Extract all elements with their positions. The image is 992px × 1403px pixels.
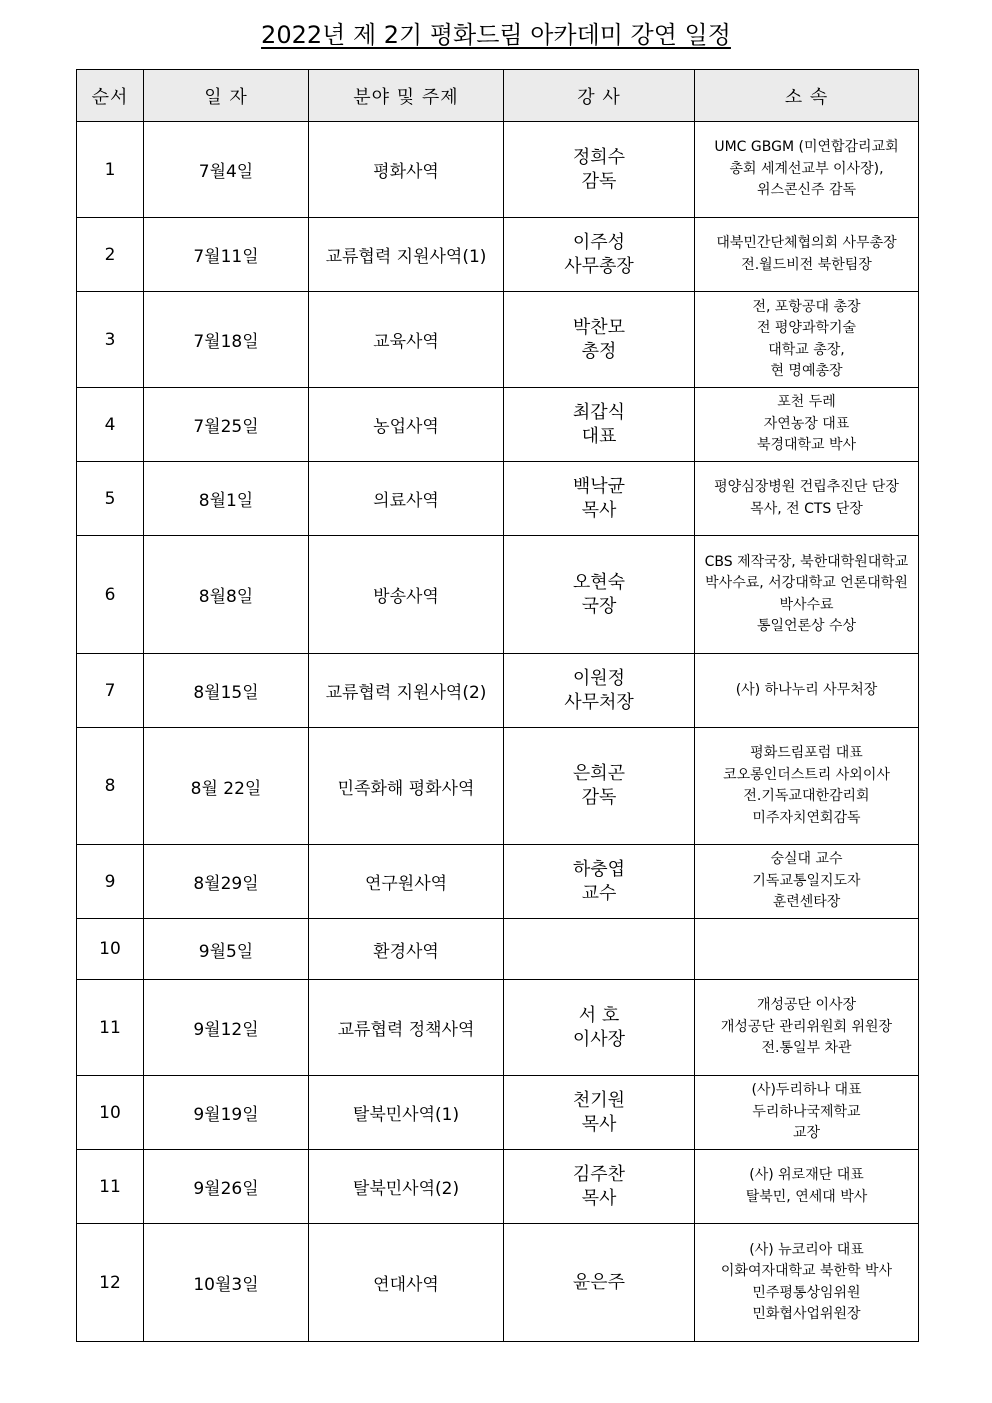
affiliation-line: 포천 두레 <box>777 394 836 411</box>
affiliation-line: 총회 세계선교부 이사장), <box>729 160 884 177</box>
speaker-name: 이원정 <box>572 667 626 689</box>
lecture-date: 9월12일 <box>144 980 309 1076</box>
affiliation-cell <box>695 1076 919 1150</box>
speaker-name: 은희곤 <box>572 763 626 784</box>
lecture-date: 8월8일 <box>144 536 309 654</box>
lecture-topic: 교류협력 정책사역 <box>309 980 504 1076</box>
lecture-date: 7월4일 <box>144 122 309 218</box>
speaker-title: 교수 <box>581 882 617 904</box>
speaker-cell <box>504 980 695 1076</box>
header-speaker: 강 사 <box>504 70 695 122</box>
affiliation-line: 기독교통일지도자 <box>752 872 861 889</box>
speaker-name: 하충엽 <box>572 858 626 880</box>
lecture-date: 7월25일 <box>144 388 309 462</box>
speaker-name: 이주성 <box>572 231 626 253</box>
affiliation-line: 전.통일부 차관 <box>761 1040 852 1057</box>
speaker-title: 사무총장 <box>564 255 634 277</box>
speaker-cell <box>504 919 695 980</box>
speaker-name: 백낙균 <box>572 475 626 497</box>
affiliation-line: 대북민간단체협의회 사무총장 <box>716 235 897 251</box>
row-number: 12 <box>77 1224 144 1342</box>
lecture-date: 7월11일 <box>144 218 309 292</box>
lecture-date: 8월15일 <box>144 654 309 728</box>
affiliation-line: (사) 뉴코리아 대표 <box>749 1241 864 1258</box>
row-number: 6 <box>77 536 144 654</box>
lecture-topic: 연대사역 <box>309 1224 504 1342</box>
speaker-name: 최갑식 <box>572 401 626 423</box>
speaker-cell <box>504 1150 695 1224</box>
affiliation-line: 위스콘신주 감독 <box>756 182 857 199</box>
affiliation-line: 개성공단 관리위원회 위원장 <box>720 1018 893 1035</box>
header-affiliation: 소 속 <box>695 70 919 122</box>
document-title <box>0 18 992 52</box>
lecture-topic: 탈북민사역(1) <box>309 1076 504 1150</box>
speaker-title: 총정 <box>581 340 617 362</box>
lecture-topic: 의료사역 <box>309 462 504 536</box>
lecture-date: 9월19일 <box>144 1076 309 1150</box>
lecture-date: 8월1일 <box>144 462 309 536</box>
lecture-topic: 교류협력 지원사역(2) <box>309 654 504 728</box>
lecture-date: 9월5일 <box>144 919 309 980</box>
row-number: 11 <box>77 980 144 1076</box>
affiliation-line: 현 명예총장 <box>770 363 843 379</box>
speaker-title: 감독 <box>581 170 617 192</box>
table-row <box>77 1224 919 1342</box>
row-number: 7 <box>77 654 144 728</box>
speaker-name: 천기원 <box>572 1089 626 1111</box>
affiliation-line: 민화협사업위원장 <box>752 1306 861 1322</box>
speaker-cell <box>504 462 695 536</box>
affiliation-line: 탈북민, 연세대 박사 <box>745 1188 868 1205</box>
speaker-title: 목사 <box>581 499 617 521</box>
lecture-topic: 평화사역 <box>309 122 504 218</box>
speaker-cell <box>504 1076 695 1150</box>
speaker-name: 박찬모 <box>572 316 626 338</box>
affiliation-line: UMC GBGM (미연합감리교회 <box>714 139 899 156</box>
lecture-topic: 연구원사역 <box>309 845 504 919</box>
row-number: 3 <box>77 292 144 388</box>
lecture-date: 8월 22일 <box>144 728 309 845</box>
affiliation-line: 자연농장 대표 <box>763 415 850 432</box>
affiliation-line: CBS 제작국장, 북한대학원대학교 <box>704 553 909 570</box>
row-number: 10 <box>77 919 144 980</box>
table-row <box>77 919 919 980</box>
affiliation-line: 대학교 총장, <box>768 341 845 358</box>
affiliation-cell <box>695 845 919 919</box>
table-row <box>77 1150 919 1224</box>
affiliation-line: (사) 하나누리 사무처장 <box>735 681 878 698</box>
affiliation-cell <box>695 536 919 654</box>
lecture-topic: 방송사역 <box>309 536 504 654</box>
row-number: 5 <box>77 462 144 536</box>
table-row <box>77 1076 919 1150</box>
lecture-topic: 교류협력 지원사역(1) <box>309 218 504 292</box>
table-row <box>77 292 919 388</box>
affiliation-line: 코오롱인더스트리 사외이사 <box>723 766 890 783</box>
speaker-cell <box>504 654 695 728</box>
affiliation-line: 전 평양과학기술 <box>756 320 857 336</box>
table-body <box>77 122 919 1342</box>
speaker-cell <box>504 292 695 388</box>
affiliation-line: 이화여자대학교 북한학 박사 <box>720 1263 893 1279</box>
document-title-text: 2022년 제 2기 평화드림 아카데미 강연 일정 <box>261 21 731 49</box>
affiliation-line: 두리하나국제학교 <box>752 1103 861 1120</box>
speaker-name: 정희수 <box>572 146 626 168</box>
lecture-date: 10월3일 <box>144 1224 309 1342</box>
speaker-cell <box>504 728 695 845</box>
affiliation-line: 북경대학교 박사 <box>756 437 857 454</box>
affiliation-cell <box>695 1150 919 1224</box>
speaker-name: 서 호 <box>578 1004 620 1026</box>
speaker-cell <box>504 536 695 654</box>
lecture-date: 7월18일 <box>144 292 309 388</box>
affiliation-cell <box>695 462 919 536</box>
affiliation-cell <box>695 122 919 218</box>
affiliation-line: 개성공단 이사장 <box>756 997 857 1014</box>
affiliation-cell <box>695 218 919 292</box>
affiliation-line: 전.월드비전 북한팀장 <box>741 256 872 273</box>
row-number: 2 <box>77 218 144 292</box>
speaker-name: 윤은주 <box>572 1271 626 1293</box>
speaker-cell <box>504 845 695 919</box>
table-row <box>77 845 919 919</box>
lecture-topic: 농업사역 <box>309 388 504 462</box>
speaker-title: 목사 <box>581 1113 617 1135</box>
header-topic: 분야 및 주제 <box>309 70 504 122</box>
table-row <box>77 462 919 536</box>
affiliation-line: 목사, 전 CTS 단장 <box>750 500 863 517</box>
affiliation-line: 전.기독교대한감리회 <box>743 788 870 804</box>
affiliation-line: 박사수료 <box>779 596 834 613</box>
table-row <box>77 654 919 728</box>
speaker-title: 이사장 <box>572 1028 626 1050</box>
affiliation-line: 박사수료, 서강대학교 언론대학원 <box>705 575 908 591</box>
table-row <box>77 980 919 1076</box>
header-date: 일 자 <box>144 70 309 122</box>
affiliation-line: 미주자치연회감독 <box>752 809 861 826</box>
row-number: 10 <box>77 1076 144 1150</box>
affiliation-cell <box>695 919 919 980</box>
speaker-title: 목사 <box>581 1187 617 1209</box>
speaker-title: 감독 <box>581 787 617 808</box>
speaker-cell <box>504 388 695 462</box>
affiliation-line: 민주평통상임위원 <box>752 1284 861 1301</box>
row-number: 9 <box>77 845 144 919</box>
affiliation-line: 숭실대 교수 <box>770 851 843 868</box>
lecture-date: 8월29일 <box>144 845 309 919</box>
row-number: 4 <box>77 388 144 462</box>
affiliation-cell <box>695 654 919 728</box>
speaker-name: 김주찬 <box>572 1163 626 1185</box>
affiliation-line: (사)두리하나 대표 <box>751 1082 862 1099</box>
lecture-topic: 민족화해 평화사역 <box>309 728 504 845</box>
header-row <box>77 70 919 122</box>
affiliation-line: 교장 <box>792 1125 821 1142</box>
row-number: 11 <box>77 1150 144 1224</box>
affiliation-line: 평화드림포럼 대표 <box>750 745 863 761</box>
affiliation-line: 통일언론상 수상 <box>756 618 857 634</box>
speaker-cell <box>504 122 695 218</box>
lecture-date: 9월26일 <box>144 1150 309 1224</box>
header-no: 순서 <box>77 70 144 122</box>
table-row <box>77 388 919 462</box>
speaker-title: 대표 <box>581 425 617 447</box>
affiliation-line: 전, 포항공대 총장 <box>752 298 861 315</box>
affiliation-line: 훈련센타장 <box>772 894 841 911</box>
table-row <box>77 122 919 218</box>
row-number: 1 <box>77 122 144 218</box>
affiliation-cell <box>695 388 919 462</box>
table-row <box>77 218 919 292</box>
speaker-cell <box>504 1224 695 1342</box>
speaker-title: 사무처장 <box>564 691 634 713</box>
speaker-name: 오현숙 <box>572 571 626 593</box>
affiliation-line: (사) 위로재단 대표 <box>749 1167 864 1183</box>
affiliation-cell <box>695 980 919 1076</box>
affiliation-line: 평양심장병원 건립추진단 단장 <box>714 479 899 495</box>
lecture-topic: 교육사역 <box>309 292 504 388</box>
table-row <box>77 536 919 654</box>
speaker-title: 국장 <box>581 595 617 617</box>
affiliation-cell <box>695 1224 919 1342</box>
lecture-topic: 환경사역 <box>309 919 504 980</box>
affiliation-cell <box>695 292 919 388</box>
affiliation-cell <box>695 728 919 845</box>
table-row <box>77 728 919 845</box>
schedule-table <box>76 69 919 1342</box>
row-number: 8 <box>77 728 144 845</box>
speaker-cell <box>504 218 695 292</box>
lecture-topic: 탈북민사역(2) <box>309 1150 504 1224</box>
